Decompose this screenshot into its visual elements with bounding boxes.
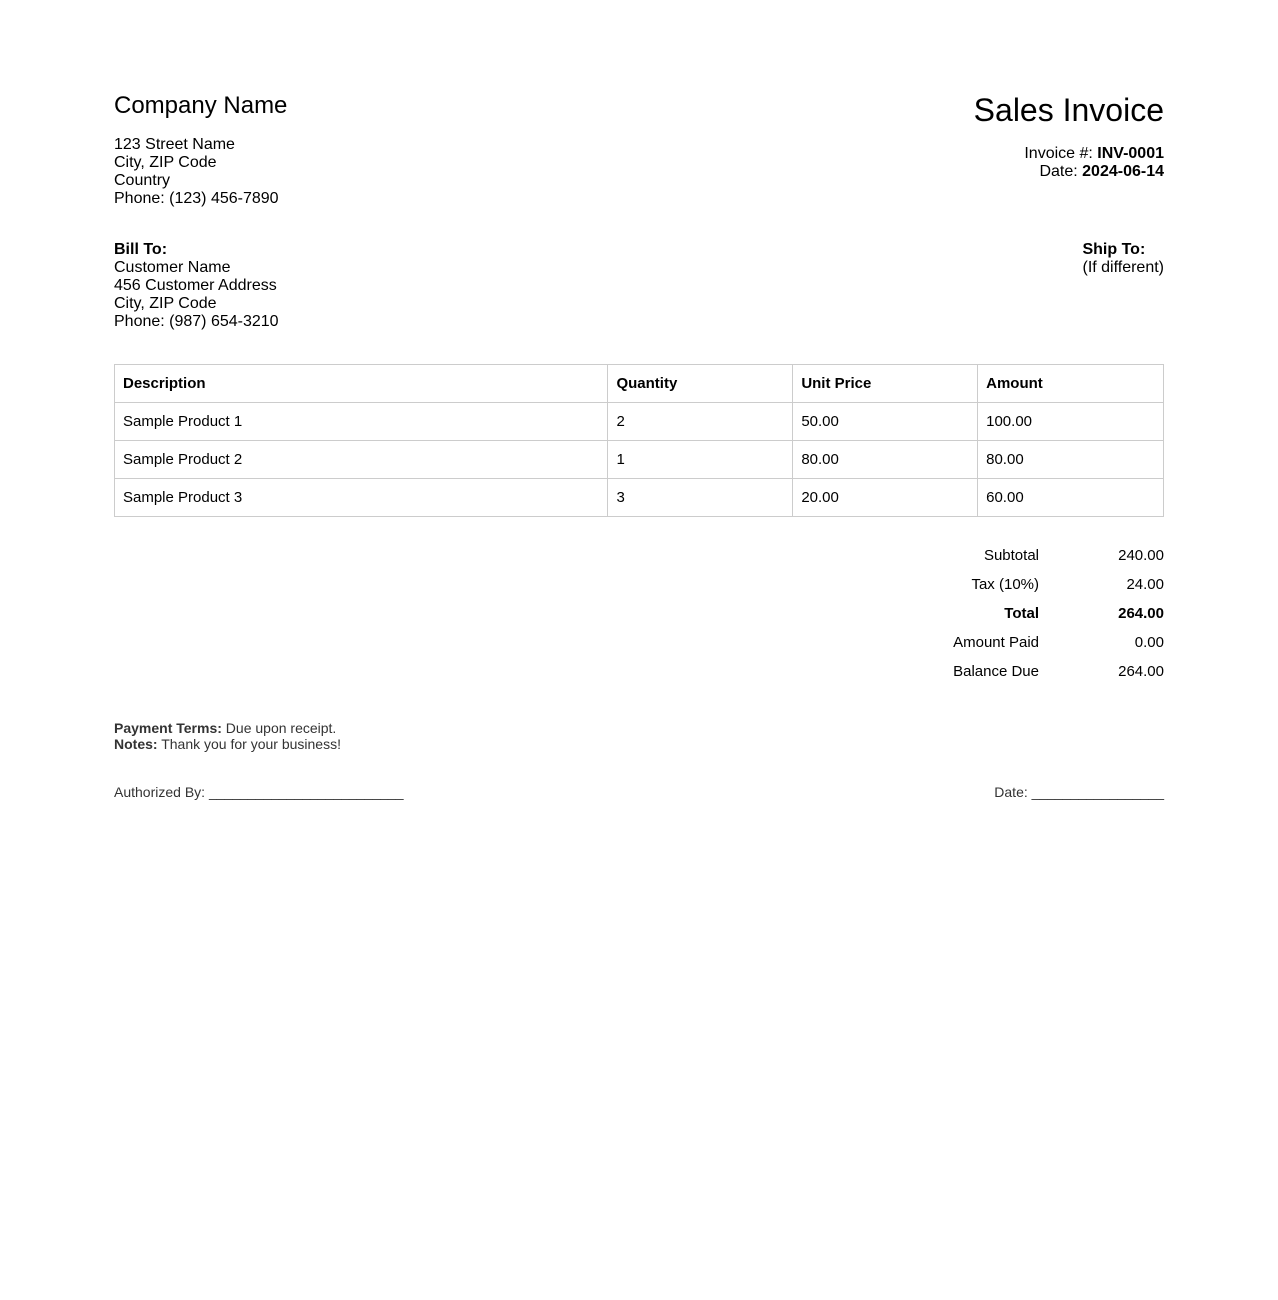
amount-paid-label: Amount Paid: [953, 634, 1039, 651]
subtotal-row: [839, 541, 1164, 570]
bill-to-name: Customer Name: [114, 259, 231, 276]
amount-paid-row: [839, 628, 1164, 657]
totals-section: [114, 541, 1164, 686]
notes-line: [114, 736, 1164, 752]
invoice-meta: [974, 91, 1164, 181]
signature-date-line: Date: _________________: [994, 784, 1164, 800]
signatures-section: [114, 784, 1164, 800]
cell-amount: 100.00: [978, 403, 1164, 441]
header-quantity: Quantity: [608, 365, 793, 403]
ship-to-block: [1082, 241, 1164, 277]
company-street: 123 Street Name: [114, 136, 235, 153]
company-block: [114, 92, 287, 208]
total-label: Total: [1004, 605, 1039, 622]
tax-label: Tax (10%): [971, 576, 1039, 593]
bill-to-city: City, ZIP Code: [114, 295, 217, 312]
ship-to-label: Ship To:: [1082, 241, 1146, 258]
invoice-page: [114, 0, 1164, 800]
ship-to-note: (If different): [1082, 259, 1164, 276]
tax-row: [839, 570, 1164, 599]
invoice-number-label: Invoice #:: [1024, 145, 1093, 162]
table-row: [115, 403, 1164, 441]
authorized-by-line: Authorized By: _________________________: [114, 784, 404, 800]
notes-value: Thank you for your business!: [157, 736, 341, 752]
company-country: Country: [114, 172, 171, 189]
cell-quantity: 3: [608, 479, 793, 517]
bill-to-block: [114, 241, 279, 331]
company-phone: Phone: (123) 456-7890: [114, 190, 279, 207]
cell-quantity: 2: [608, 403, 793, 441]
payment-terms-label: Payment Terms:: [114, 720, 222, 736]
cell-unit-price: 80.00: [793, 441, 978, 479]
total-value: 264.00: [1118, 605, 1164, 622]
invoice-number-value: INV-0001: [1097, 145, 1164, 162]
invoice-date: [974, 163, 1164, 181]
items-table: [114, 364, 1164, 517]
subtotal-label: Subtotal: [983, 547, 1039, 564]
payment-terms-value: Due upon receipt.: [221, 720, 337, 736]
header-unit-price: Unit Price: [793, 365, 978, 403]
table-row: [115, 441, 1164, 479]
tax-value: 24.00: [1126, 576, 1164, 593]
balance-due-row: [839, 657, 1164, 686]
table-header-row: [115, 365, 1164, 403]
parties-section: [114, 220, 1164, 364]
amount-paid-value: 0.00: [1134, 634, 1164, 651]
total-row: [839, 599, 1164, 628]
header-amount: Amount: [978, 365, 1164, 403]
balance-due-label: Balance Due: [953, 663, 1039, 680]
bill-to-address: 456 Customer Address: [114, 277, 277, 294]
cell-description: Sample Product 3: [115, 479, 608, 517]
notes-section: [114, 720, 1164, 752]
invoice-title: Sales Invoice: [973, 92, 1164, 128]
bill-to-label: Bill To:: [114, 241, 168, 258]
cell-amount: 60.00: [978, 479, 1164, 517]
invoice-date-value: 2024-06-14: [1082, 163, 1164, 180]
cell-quantity: 1: [608, 441, 793, 479]
cell-amount: 80.00: [978, 441, 1164, 479]
bill-to-phone: Phone: (987) 654-3210: [114, 313, 279, 330]
company-city: City, ZIP Code: [114, 154, 217, 171]
table-row: [115, 479, 1164, 517]
company-name: Company Name: [114, 92, 288, 119]
cell-unit-price: 20.00: [793, 479, 978, 517]
subtotal-value: 240.00: [1118, 547, 1164, 564]
payment-terms: [114, 720, 1164, 736]
invoice-number: [974, 145, 1164, 163]
invoice-date-label: Date:: [1039, 163, 1078, 180]
invoice-header: [114, 0, 1164, 220]
cell-description: Sample Product 1: [115, 403, 608, 441]
header-description: Description: [115, 365, 608, 403]
cell-description: Sample Product 2: [115, 441, 608, 479]
balance-due-value: 264.00: [1118, 663, 1164, 680]
notes-label: Notes:: [114, 736, 158, 752]
cell-unit-price: 50.00: [793, 403, 978, 441]
